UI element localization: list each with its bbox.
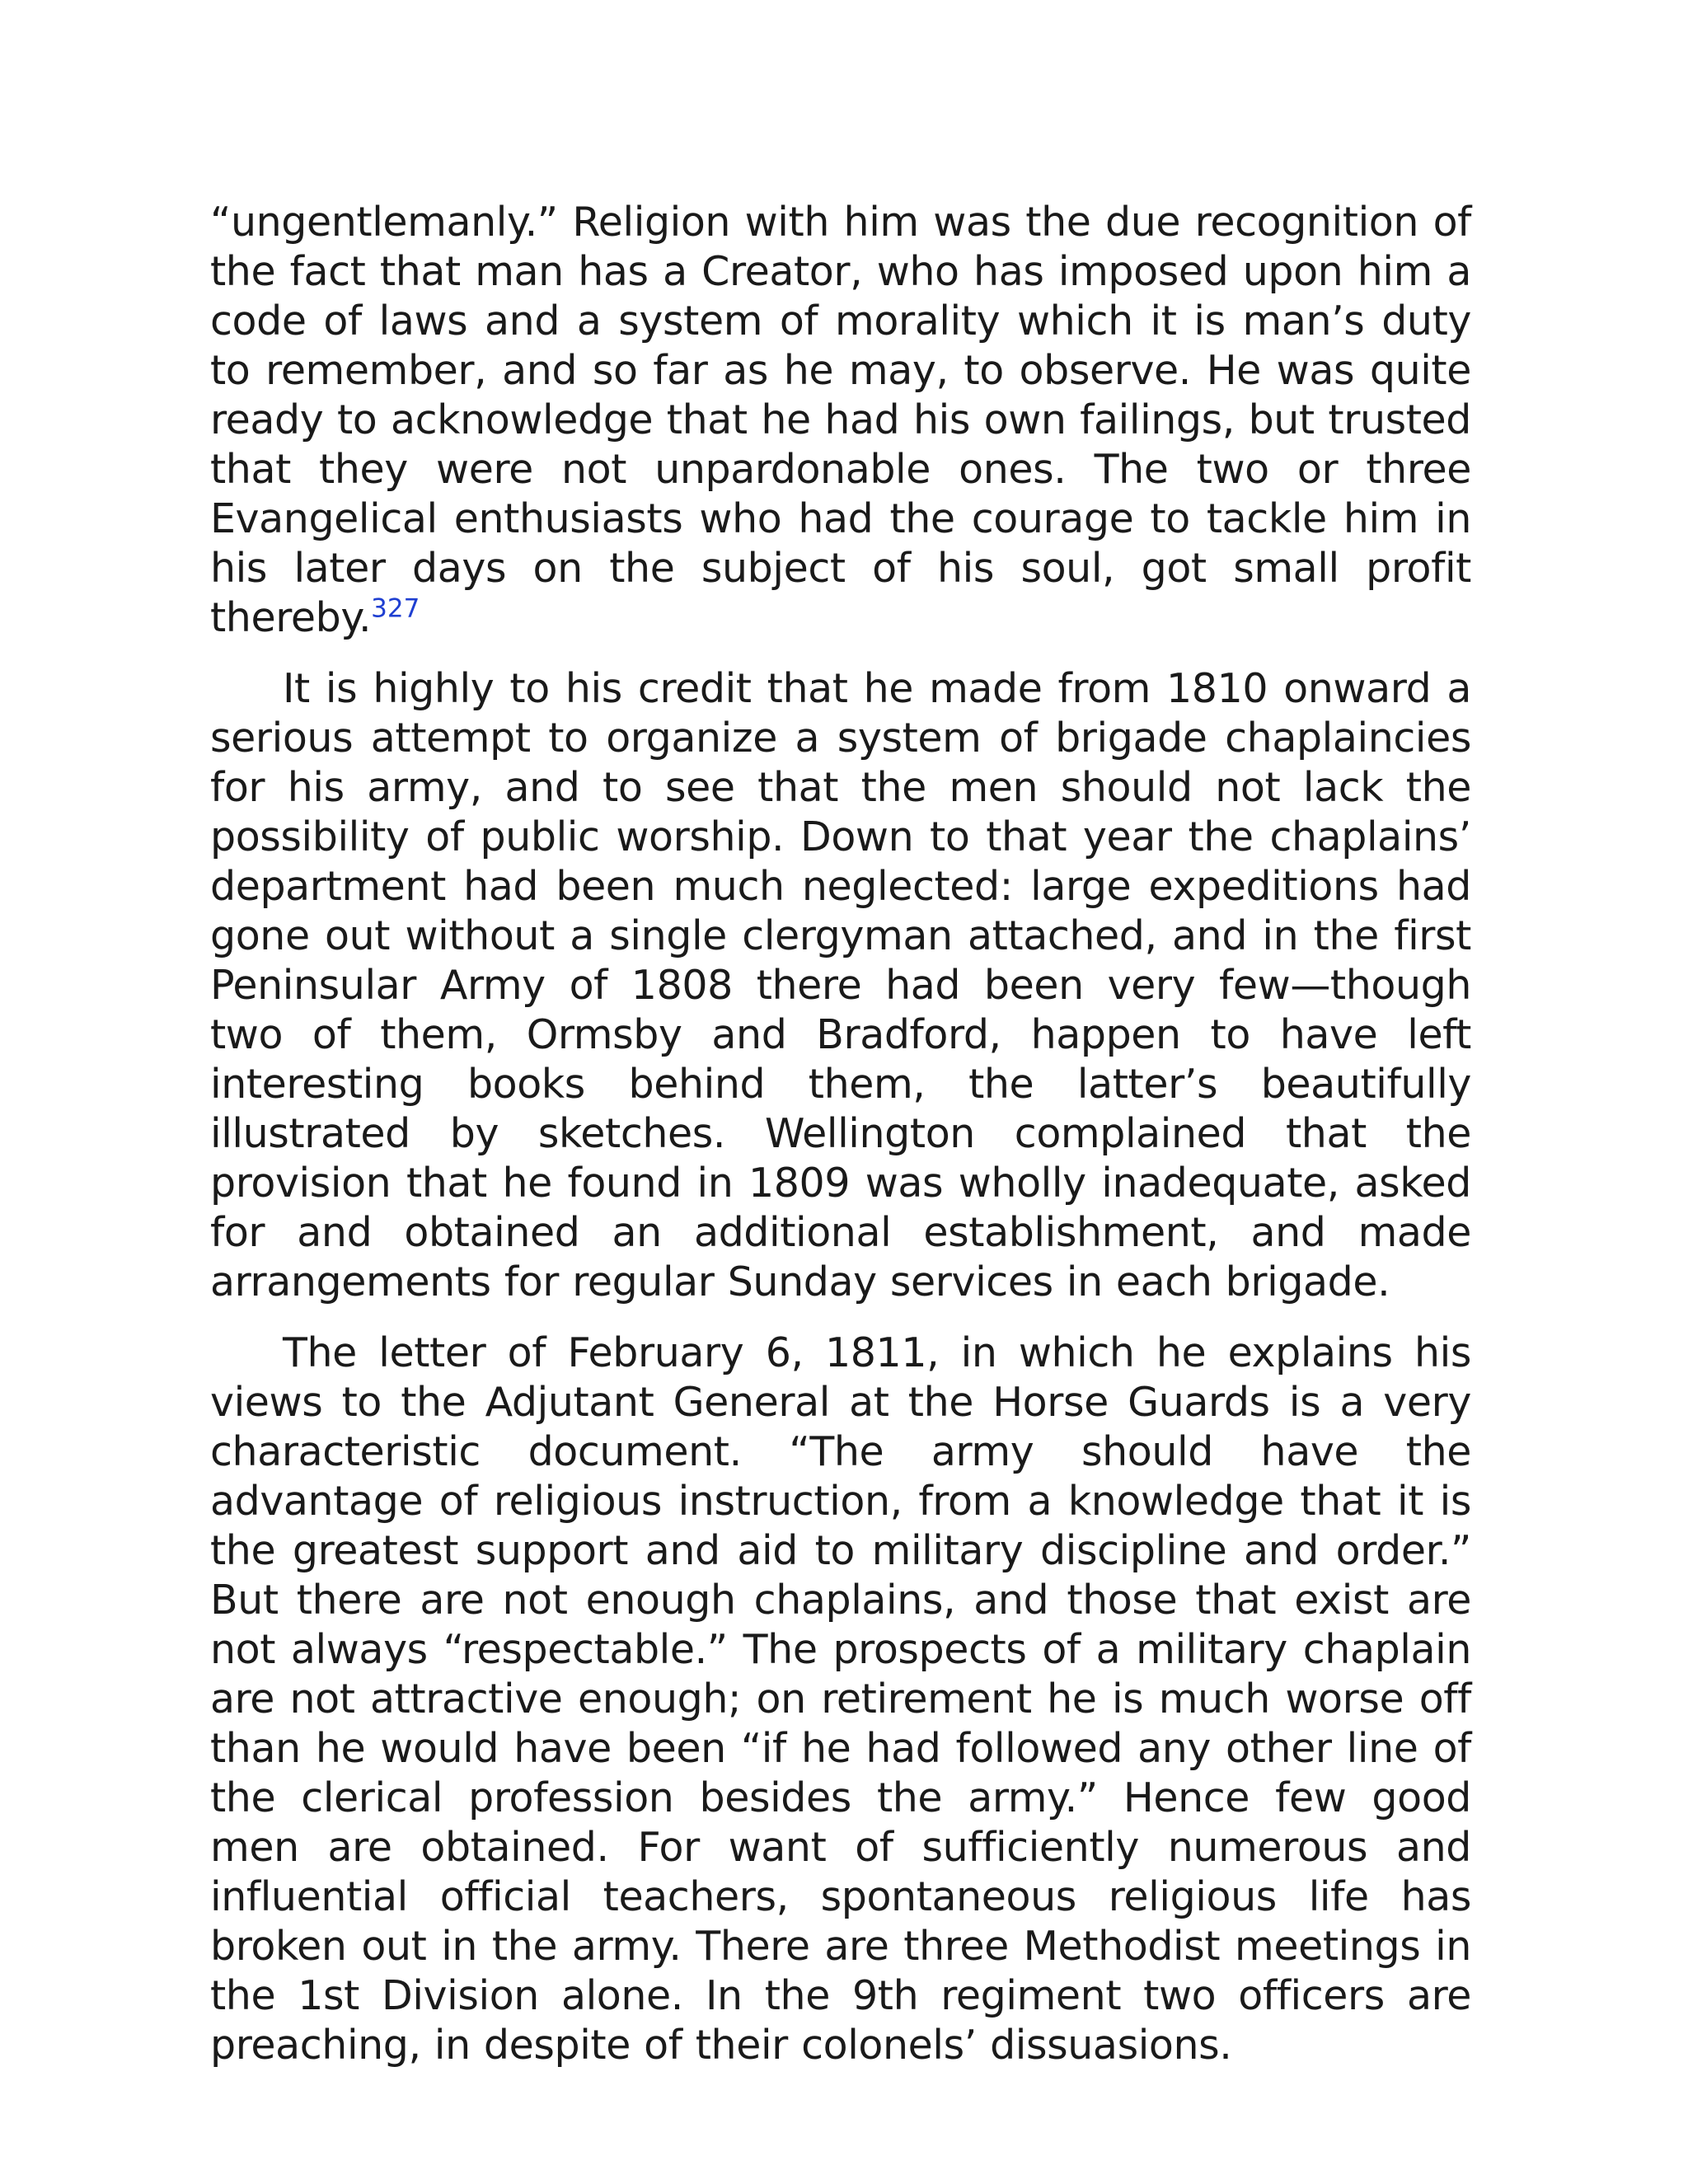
paragraph-3 — [210, 1329, 1471, 2070]
paragraph-3-text: The letter of February 6, 1811, in which he explains his views to the Adjutant General at the Horse Guards is a very characteristic document. “The army should have the advantage of religious instruction, from a knowledge that it is the greatest support and aid to military discipline and order.” But there are not enough chaplains, and those that exist are not always “respectable.” The prospects of a military chaplain are not attractive enough; on retirement he is much worse off than he would have been “if he had followed any other line of the clerical profession besides the army.” Hence few good men are obtained. For want of sufficiently numerous and influential official teachers, spontaneous religious life has broken out in the army. There are three Methodist meetings in the 1st Division alone. In the 9th regiment two officers are preaching, in despite of their colonels’ dissuasions. — [210, 1329, 1471, 2069]
page-body — [210, 198, 1471, 2092]
paragraph-2 — [210, 664, 1471, 1307]
paragraph-1 — [210, 198, 1471, 643]
paragraph-2-text: It is highly to his credit that he made from 1810 onward a serious attempt to organize a system of brigade chaplaincies for his army, and to see that the men should not lack the possibility of public worship. Down to that year the chaplains’ department had been much neglected: large expeditions had gone out without a single clergyman attached, and in the first Peninsular Army of 1808 there had been very few—though two of them, Ormsby and Bradford, happen to have left interesting books behind them, the latter’s beautifully illustrated by sketches. Wellington complained that the provision that he found in 1809 was wholly inadequate, asked for and obtained an additional establishment, and made arrangements for regular Sunday services in each brigade. — [210, 665, 1471, 1305]
paragraph-1-text: “ungentlemanly.” Religion with him was the due recognition of the fact that man has a Creator, who has imposed upon him a code of laws and a system of morality which it is man’s duty to remember, and so far as he may, to observe. He was quite ready to acknowledge that he had his own failings, but trusted that they were not unpardonable ones. The two or three Evangelical enthusiasts who had the courage to tackle him in his later days on the subject of his soul, got small profit thereby. — [210, 199, 1471, 641]
footnote-link-327[interactable]: 327 — [371, 593, 420, 624]
